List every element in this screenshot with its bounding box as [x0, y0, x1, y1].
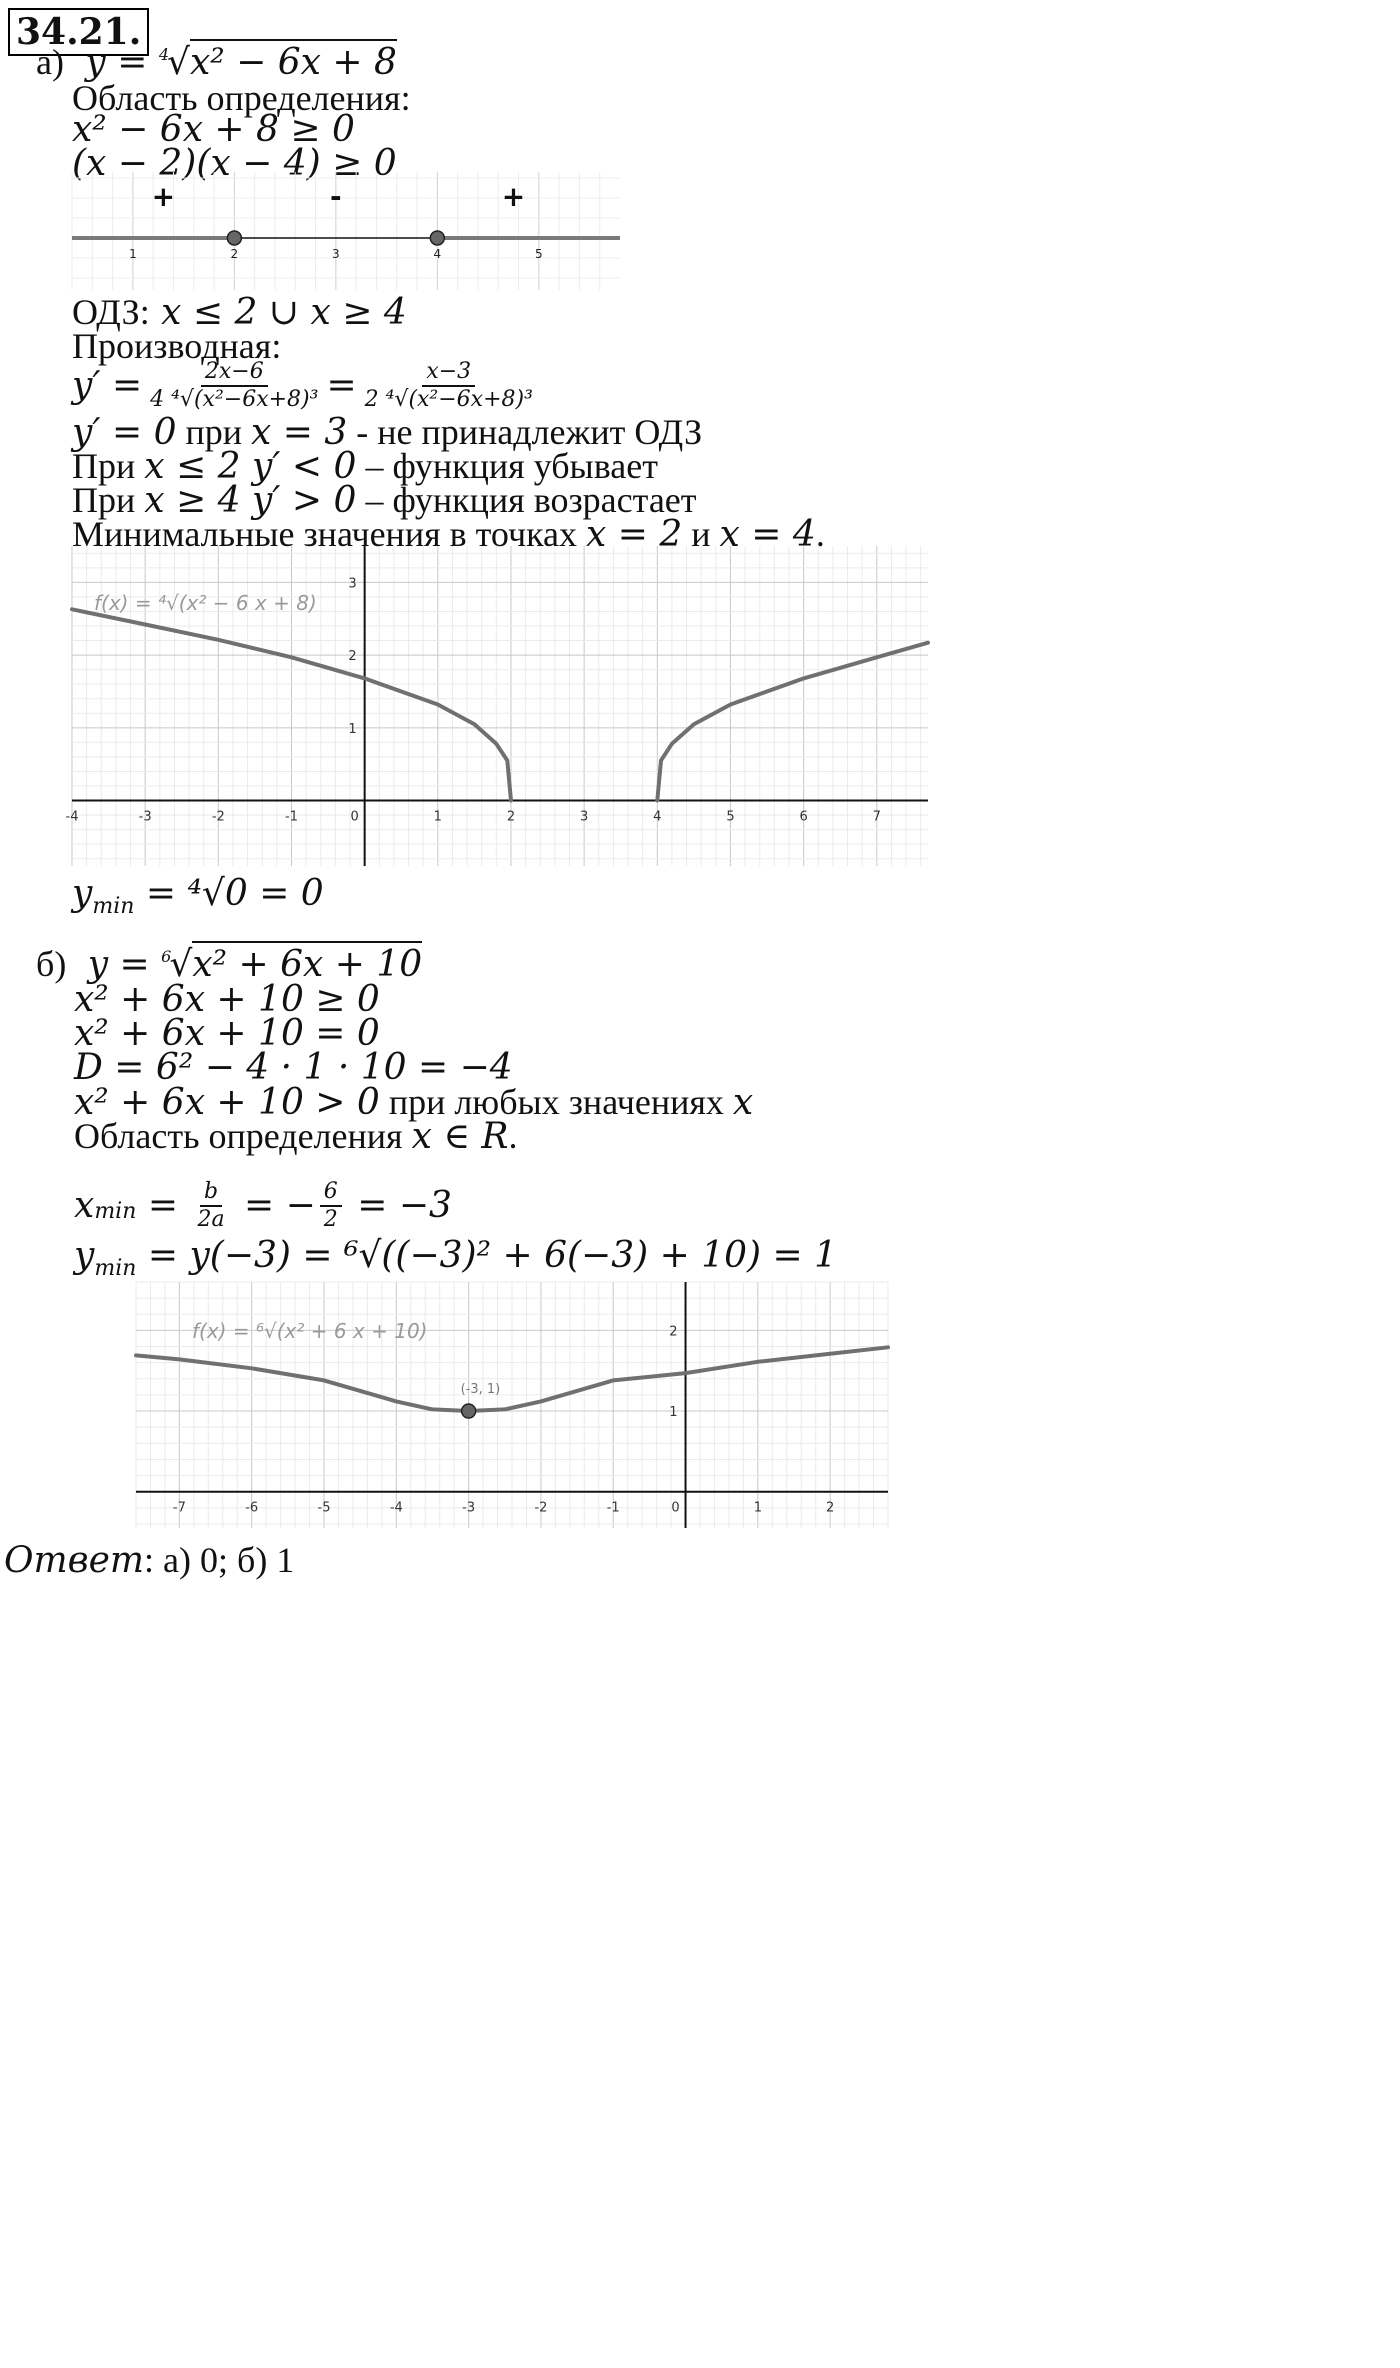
part-b-ineq: x² + 6x + 10 ≥ 0	[74, 979, 380, 1020]
xmin-f1-num: b	[200, 1179, 222, 1207]
xmin-fraction-2	[320, 1179, 342, 1233]
part-b-xmin	[74, 1178, 452, 1234]
critical-point	[227, 231, 241, 245]
part-a-ymin-lhs: y	[72, 873, 93, 914]
critical-point	[430, 231, 444, 245]
derivative-eq: =	[326, 365, 357, 406]
part-a-ymin	[72, 872, 324, 929]
odz-value: x ≤ 2 ∪ x ≥ 4	[161, 292, 407, 333]
answer-line	[4, 1538, 294, 1583]
x-tick-label: 1	[433, 809, 442, 825]
tick-label: 1	[129, 247, 137, 261]
zero-text-2: - не принадлежит ОДЗ	[347, 412, 703, 452]
x-tick-label: 5	[726, 809, 735, 825]
x-tick-label: 2	[826, 1500, 835, 1516]
part-a-ymin-rhs: = ⁴√0 = 0	[134, 873, 324, 914]
x-tick-label: -3	[462, 1500, 476, 1516]
part-b-radical: $^6$√x² + 6x + 10	[161, 943, 422, 993]
derivative-fraction-1	[146, 359, 322, 413]
part-a-radicand: x² − 6x + 8	[190, 39, 397, 83]
number-line-chart	[72, 172, 620, 290]
part-a-lhs: y =	[85, 42, 148, 83]
derivative-heading: Производная:	[72, 326, 282, 366]
pos-math: x² + 6x + 10 > 0	[74, 1082, 380, 1123]
xmin-sub: min	[94, 1199, 137, 1224]
pos-text: при любых значениях	[379, 1082, 733, 1122]
domain-math: x ∈ R	[411, 1116, 509, 1157]
odz-prefix: ОДЗ:	[72, 292, 150, 332]
pos-var: x	[732, 1082, 754, 1123]
derivative-fraction-2-den: 2 ⁴√(x²−6x+8)³	[364, 387, 533, 412]
part-b-ymin-lhs: y	[74, 1235, 95, 1276]
derivative-formula	[72, 356, 541, 416]
part-b-eq: x² + 6x + 10 = 0	[74, 1013, 380, 1054]
x-tick-label: -6	[245, 1500, 259, 1516]
min-text-2: и	[682, 514, 720, 554]
part-b-ymin-rhs: = y(−3) = ⁶√((−3)² + 6(−3) + 10) = 1	[136, 1235, 837, 1276]
min-text-1: Минимальные значения в точках	[72, 514, 587, 554]
part-b-label: б)	[36, 944, 67, 984]
x-tick-label: -4	[389, 1500, 403, 1516]
part-b-discriminant: D = 6² − 4 · 1 · 10 = −4	[74, 1047, 513, 1088]
x-tick-label: -7	[172, 1500, 186, 1516]
xmin-f2-num: 6	[320, 1179, 342, 1207]
x-tick-label: 6	[799, 809, 808, 825]
x-tick-label: -4	[65, 809, 79, 825]
x-tick-label: -1	[606, 1500, 620, 1516]
x-tick-label: 4	[653, 809, 662, 825]
dec-math: x ≤ 2 y′ < 0	[144, 446, 357, 487]
sign-label: -	[330, 180, 342, 213]
dec-text-1: При	[72, 446, 145, 486]
dec-text-2: – функция убывает	[356, 446, 658, 486]
derivative-fraction-2	[361, 359, 537, 413]
xmin-f1-den: 2a	[197, 1207, 225, 1232]
y-tick-label: 3	[348, 576, 357, 592]
inc-math: x ≥ 4 y′ > 0	[144, 480, 357, 521]
xmin-eq2: = −	[232, 1185, 316, 1226]
x-tick-label: 0	[671, 1500, 680, 1516]
domain-text: Область определения	[74, 1116, 412, 1156]
x-tick-label: 1	[753, 1500, 762, 1516]
min-math-2: x = 4	[719, 514, 816, 555]
problem-number: 34.21.	[8, 8, 149, 56]
part-a-ymin-sub: min	[92, 894, 135, 920]
xmin-fraction-1	[193, 1179, 228, 1233]
sign-label: +	[151, 180, 176, 213]
y-tick-label: 2	[348, 649, 357, 665]
min-math-1: x = 2	[586, 514, 683, 555]
zero-text-1: при	[176, 412, 251, 452]
xmin-eq: =	[136, 1185, 190, 1226]
inc-text-1: При	[72, 480, 145, 520]
part-b-ymin-sub: min	[94, 1256, 137, 1282]
minimum-point	[462, 1404, 476, 1418]
xmin-res: = −3	[345, 1185, 452, 1226]
domain-heading: Область определения:	[72, 78, 411, 118]
sign-label: +	[501, 180, 526, 213]
tick-label: 5	[534, 247, 543, 261]
x-tick-label: -2	[211, 809, 225, 825]
answer-text: : а) 0; б) 1	[144, 1540, 295, 1580]
function-legend: f(x) = ⁴√(x² − 6 x + 8)	[94, 591, 317, 615]
x-tick-label: -1	[285, 809, 298, 825]
x-tick-label: 2	[506, 809, 516, 825]
graph-b-chart	[136, 1282, 888, 1528]
x-tick-label: -5	[317, 1500, 331, 1516]
zero-math-1: y′ = 0	[72, 412, 177, 453]
y-tick-label: 2	[669, 1324, 678, 1340]
part-a-label: а)	[36, 42, 64, 82]
function-curve-2	[657, 643, 928, 801]
zero-math-2: x = 3	[251, 412, 348, 453]
derivative-fraction-1-num: 2x−6	[201, 359, 268, 387]
tick-label: 4	[433, 247, 442, 261]
xmin-f2-den: 2	[323, 1207, 338, 1232]
graph-a-chart	[65, 546, 928, 866]
tick-label: 3	[332, 247, 340, 261]
x-tick-label: -2	[534, 1500, 548, 1516]
inequality-1: x² − 6x + 8 ≥ 0	[72, 109, 355, 150]
x-tick-label: 0	[350, 809, 359, 825]
part-b-lhs: y =	[87, 944, 150, 985]
function-legend: f(x) = ⁶√(x² + 6 x + 10)	[192, 1319, 428, 1343]
xmin-lhs: x	[74, 1185, 95, 1226]
domain-end: .	[508, 1116, 518, 1156]
answer-label: Ответ	[4, 1540, 145, 1581]
inequality-2: (x − 2)(x − 4) ≥ 0	[72, 143, 397, 184]
part-b-radicand: x² + 6x + 10	[192, 941, 422, 985]
inc-text-2: – функция возрастает	[356, 480, 697, 520]
part-b-domain-line	[74, 1114, 518, 1159]
derivative-fraction-2-num: x−3	[422, 359, 475, 387]
y-tick-label: 1	[348, 721, 357, 737]
min-text-3: .	[815, 514, 825, 554]
derivative-lhs: y′ =	[72, 365, 143, 406]
x-tick-label: 7	[872, 809, 881, 825]
minimum-point-label: (-3, 1)	[460, 1382, 501, 1398]
y-tick-label: 1	[669, 1405, 678, 1421]
x-tick-label: 3	[579, 809, 589, 825]
part-a-radical: $^4$√x² − 6x + 8	[159, 41, 397, 91]
x-tick-label: -3	[138, 809, 152, 825]
derivative-fraction-1-den: 4 ⁴√(x²−6x+8)³	[150, 387, 319, 412]
tick-label: 2	[230, 247, 239, 261]
